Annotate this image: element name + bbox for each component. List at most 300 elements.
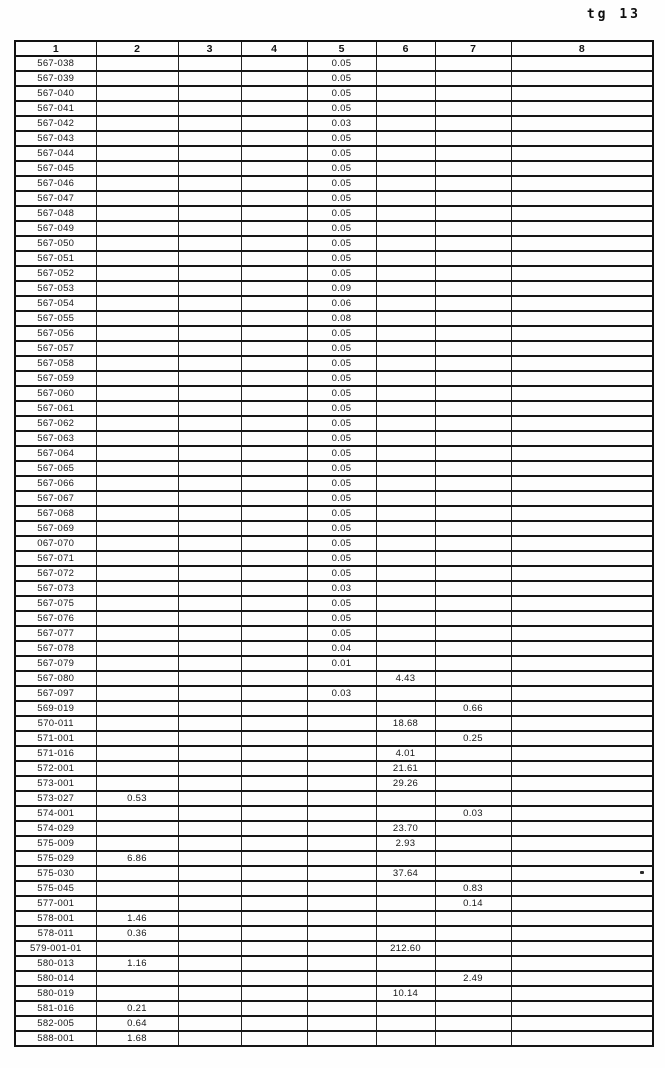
value-cell: [307, 761, 376, 776]
column-header: 5: [307, 41, 376, 56]
value-cell: [96, 881, 178, 896]
value-cell: [376, 731, 435, 746]
table-row: [15, 71, 653, 86]
table-row: [15, 131, 653, 146]
table-row: [15, 161, 653, 176]
row-id-cell: 567-048: [15, 206, 96, 221]
value-cell: [511, 251, 653, 266]
value-cell: [241, 446, 307, 461]
row-id-cell: 572-001: [15, 761, 96, 776]
value-cell: [435, 866, 511, 881]
value-cell: 0.53: [96, 791, 178, 806]
value-cell: [511, 911, 653, 926]
value-cell: [435, 581, 511, 596]
table-row: [15, 896, 653, 911]
value-cell: [241, 266, 307, 281]
value-cell: [96, 776, 178, 791]
value-cell: 6.86: [96, 851, 178, 866]
column-header: 8: [511, 41, 653, 56]
value-cell: [435, 131, 511, 146]
value-cell: [241, 926, 307, 941]
row-id-cell: 567-065: [15, 461, 96, 476]
value-cell: [96, 641, 178, 656]
value-cell: [307, 776, 376, 791]
value-cell: [376, 281, 435, 296]
table-row: [15, 956, 653, 971]
value-cell: [96, 611, 178, 626]
value-cell: [511, 986, 653, 1001]
value-cell: [241, 716, 307, 731]
value-cell: [511, 941, 653, 956]
value-cell: 0.25: [435, 731, 511, 746]
value-cell: [435, 161, 511, 176]
value-cell: [435, 101, 511, 116]
row-id-cell: 582-005: [15, 1016, 96, 1031]
value-cell: [435, 611, 511, 626]
value-cell: [241, 206, 307, 221]
value-cell: 0.05: [307, 176, 376, 191]
value-cell: [435, 836, 511, 851]
value-cell: [376, 266, 435, 281]
value-cell: [241, 776, 307, 791]
table-row: [15, 926, 653, 941]
table-row: [15, 581, 653, 596]
row-id-cell: 571-001: [15, 731, 96, 746]
row-id-cell: 567-058: [15, 356, 96, 371]
value-cell: 18.68: [376, 716, 435, 731]
value-cell: 0.05: [307, 416, 376, 431]
value-cell: [511, 716, 653, 731]
row-id-cell: 567-047: [15, 191, 96, 206]
value-cell: [178, 701, 241, 716]
value-cell: [241, 641, 307, 656]
value-cell: 0.05: [307, 506, 376, 521]
value-cell: [241, 1016, 307, 1031]
value-cell: [241, 956, 307, 971]
value-cell: [241, 566, 307, 581]
value-cell: [376, 536, 435, 551]
value-cell: [376, 881, 435, 896]
value-cell: [96, 116, 178, 131]
value-cell: 0.03: [307, 686, 376, 701]
table-row: [15, 251, 653, 266]
value-cell: [241, 686, 307, 701]
table-row: [15, 311, 653, 326]
value-cell: [376, 641, 435, 656]
table-row: [15, 881, 653, 896]
value-cell: [511, 476, 653, 491]
value-cell: [96, 596, 178, 611]
value-cell: [435, 656, 511, 671]
value-cell: [376, 146, 435, 161]
value-cell: [376, 566, 435, 581]
table-row: [15, 326, 653, 341]
value-cell: [96, 341, 178, 356]
table-row: [15, 356, 653, 371]
value-cell: [241, 986, 307, 1001]
value-cell: [511, 221, 653, 236]
value-cell: [376, 791, 435, 806]
value-cell: [96, 56, 178, 71]
table-row: [15, 86, 653, 101]
value-cell: [511, 191, 653, 206]
value-cell: [96, 656, 178, 671]
value-cell: 0.05: [307, 206, 376, 221]
row-id-cell: 574-001: [15, 806, 96, 821]
row-id-cell: 567-056: [15, 326, 96, 341]
value-cell: [435, 356, 511, 371]
value-cell: 0.05: [307, 221, 376, 236]
value-cell: [96, 896, 178, 911]
value-cell: [376, 1016, 435, 1031]
row-id-cell: 581-016: [15, 1001, 96, 1016]
value-cell: [511, 101, 653, 116]
value-cell: [435, 71, 511, 86]
value-cell: [178, 1001, 241, 1016]
row-id-cell: 575-009: [15, 836, 96, 851]
value-cell: [241, 1031, 307, 1046]
value-cell: [376, 131, 435, 146]
value-cell: 0.14: [435, 896, 511, 911]
row-id-cell: 567-041: [15, 101, 96, 116]
table-row: [15, 731, 653, 746]
value-cell: [511, 206, 653, 221]
value-cell: 0.21: [96, 1001, 178, 1016]
value-cell: [96, 461, 178, 476]
value-cell: [96, 221, 178, 236]
value-cell: [96, 386, 178, 401]
value-cell: [511, 791, 653, 806]
value-cell: [376, 236, 435, 251]
value-cell: [178, 236, 241, 251]
value-cell: [435, 641, 511, 656]
table-row: [15, 416, 653, 431]
table-row: [15, 941, 653, 956]
value-cell: [241, 746, 307, 761]
table-row: [15, 551, 653, 566]
value-cell: [435, 761, 511, 776]
value-cell: [511, 656, 653, 671]
value-cell: [178, 101, 241, 116]
value-cell: [376, 896, 435, 911]
value-cell: [178, 731, 241, 746]
value-cell: [435, 461, 511, 476]
row-id-cell: 567-042: [15, 116, 96, 131]
value-cell: [96, 626, 178, 641]
value-cell: [178, 176, 241, 191]
row-id-cell: 567-050: [15, 236, 96, 251]
row-id-cell: 578-011: [15, 926, 96, 941]
row-id-cell: 580-014: [15, 971, 96, 986]
row-id-cell: 570-011: [15, 716, 96, 731]
value-cell: [435, 491, 511, 506]
value-cell: [511, 1016, 653, 1031]
value-cell: 0.36: [96, 926, 178, 941]
value-cell: [178, 401, 241, 416]
value-cell: [511, 176, 653, 191]
value-cell: [511, 881, 653, 896]
value-cell: [376, 161, 435, 176]
row-id-cell: 567-064: [15, 446, 96, 461]
value-cell: [307, 821, 376, 836]
column-header: 2: [96, 41, 178, 56]
value-cell: [435, 821, 511, 836]
table-row: [15, 611, 653, 626]
value-cell: [376, 326, 435, 341]
value-cell: [435, 251, 511, 266]
value-cell: [376, 461, 435, 476]
table-row: [15, 821, 653, 836]
value-cell: [376, 401, 435, 416]
value-cell: [511, 116, 653, 131]
value-cell: 0.05: [307, 341, 376, 356]
value-cell: [96, 281, 178, 296]
table-row: [15, 221, 653, 236]
value-cell: [96, 176, 178, 191]
value-cell: [178, 1016, 241, 1031]
table-row: [15, 491, 653, 506]
value-cell: [96, 446, 178, 461]
value-cell: [178, 806, 241, 821]
value-cell: 0.01: [307, 656, 376, 671]
value-cell: [435, 956, 511, 971]
value-cell: [376, 386, 435, 401]
table-row: [15, 791, 653, 806]
value-cell: [376, 116, 435, 131]
column-header: 4: [241, 41, 307, 56]
value-cell: [511, 596, 653, 611]
value-cell: [511, 386, 653, 401]
value-cell: [376, 71, 435, 86]
value-cell: [178, 971, 241, 986]
table-row: [15, 1031, 653, 1046]
value-cell: [511, 806, 653, 821]
value-cell: [241, 326, 307, 341]
table-row: [15, 446, 653, 461]
value-cell: [96, 551, 178, 566]
row-id-cell: 567-063: [15, 431, 96, 446]
value-cell: [241, 851, 307, 866]
value-cell: 0.03: [435, 806, 511, 821]
table-row: [15, 671, 653, 686]
value-cell: [178, 431, 241, 446]
value-cell: [178, 311, 241, 326]
value-cell: [511, 956, 653, 971]
value-cell: [376, 1001, 435, 1016]
value-cell: [178, 506, 241, 521]
value-cell: 0.05: [307, 446, 376, 461]
value-cell: 4.01: [376, 746, 435, 761]
value-cell: [435, 221, 511, 236]
value-cell: [376, 581, 435, 596]
value-cell: [178, 596, 241, 611]
value-cell: 0.05: [307, 626, 376, 641]
value-cell: [435, 191, 511, 206]
value-cell: [178, 386, 241, 401]
table-row: [15, 206, 653, 221]
value-cell: [241, 791, 307, 806]
value-cell: [376, 551, 435, 566]
value-cell: [511, 926, 653, 941]
value-cell: [241, 761, 307, 776]
value-cell: [241, 866, 307, 881]
table-row: [15, 656, 653, 671]
value-cell: [241, 401, 307, 416]
value-cell: [435, 551, 511, 566]
value-cell: [241, 356, 307, 371]
value-cell: [511, 686, 653, 701]
table-row: [15, 746, 653, 761]
value-cell: [96, 566, 178, 581]
value-cell: [376, 311, 435, 326]
value-cell: [435, 776, 511, 791]
row-id-cell: 567-076: [15, 611, 96, 626]
value-cell: [435, 596, 511, 611]
value-cell: [96, 71, 178, 86]
value-cell: [96, 161, 178, 176]
value-cell: 0.05: [307, 431, 376, 446]
value-cell: [178, 161, 241, 176]
value-cell: 0.05: [307, 86, 376, 101]
value-cell: [307, 1031, 376, 1046]
value-cell: [178, 941, 241, 956]
row-id-cell: 588-001: [15, 1031, 96, 1046]
value-cell: [435, 206, 511, 221]
value-cell: [241, 371, 307, 386]
value-cell: [376, 521, 435, 536]
value-cell: [241, 131, 307, 146]
row-id-cell: 567-061: [15, 401, 96, 416]
value-cell: [376, 971, 435, 986]
value-cell: [96, 251, 178, 266]
value-cell: [307, 926, 376, 941]
value-cell: [511, 161, 653, 176]
value-cell: [511, 281, 653, 296]
value-cell: [96, 986, 178, 1001]
value-cell: [435, 281, 511, 296]
value-cell: 1.68: [96, 1031, 178, 1046]
value-cell: [435, 236, 511, 251]
value-cell: [435, 401, 511, 416]
value-cell: [178, 956, 241, 971]
value-cell: [178, 716, 241, 731]
value-cell: [178, 281, 241, 296]
row-id-cell: 567-071: [15, 551, 96, 566]
value-cell: [96, 296, 178, 311]
value-cell: [96, 731, 178, 746]
value-cell: [96, 686, 178, 701]
row-id-cell: 567-057: [15, 341, 96, 356]
value-cell: 0.05: [307, 56, 376, 71]
value-cell: [435, 1016, 511, 1031]
value-cell: [241, 176, 307, 191]
value-cell: [511, 341, 653, 356]
value-cell: [511, 506, 653, 521]
value-cell: 0.05: [307, 71, 376, 86]
value-cell: 0.05: [307, 101, 376, 116]
value-cell: [241, 71, 307, 86]
value-cell: [178, 986, 241, 1001]
value-cell: 23.70: [376, 821, 435, 836]
table-row: [15, 761, 653, 776]
value-cell: [241, 296, 307, 311]
value-cell: 0.05: [307, 266, 376, 281]
value-cell: [511, 521, 653, 536]
row-id-cell: 575-029: [15, 851, 96, 866]
value-cell: [178, 821, 241, 836]
value-cell: 0.64: [96, 1016, 178, 1031]
value-cell: [511, 446, 653, 461]
value-cell: [511, 836, 653, 851]
value-cell: [96, 326, 178, 341]
value-cell: 0.05: [307, 476, 376, 491]
value-cell: 0.05: [307, 251, 376, 266]
value-cell: 10.14: [376, 986, 435, 1001]
value-cell: [241, 836, 307, 851]
value-cell: [241, 701, 307, 716]
value-cell: [376, 191, 435, 206]
value-cell: 0.05: [307, 191, 376, 206]
value-cell: [435, 911, 511, 926]
value-cell: [511, 311, 653, 326]
row-id-cell: 567-046: [15, 176, 96, 191]
value-cell: [178, 266, 241, 281]
row-id-cell: 567-066: [15, 476, 96, 491]
value-cell: [178, 926, 241, 941]
value-cell: [376, 596, 435, 611]
value-cell: [241, 911, 307, 926]
value-cell: [307, 971, 376, 986]
row-id-cell: 567-040: [15, 86, 96, 101]
value-cell: [241, 806, 307, 821]
value-cell: [435, 176, 511, 191]
value-cell: [178, 326, 241, 341]
value-cell: [435, 566, 511, 581]
row-id-cell: 567-080: [15, 671, 96, 686]
value-cell: [241, 626, 307, 641]
value-cell: [241, 251, 307, 266]
value-cell: [96, 131, 178, 146]
value-cell: 212.60: [376, 941, 435, 956]
value-cell: [96, 371, 178, 386]
value-cell: [435, 506, 511, 521]
table-row: [15, 701, 653, 716]
value-cell: [376, 911, 435, 926]
value-cell: 0.05: [307, 131, 376, 146]
value-cell: [241, 1001, 307, 1016]
value-cell: [241, 656, 307, 671]
value-cell: [376, 431, 435, 446]
value-cell: [178, 146, 241, 161]
value-cell: [435, 926, 511, 941]
row-id-cell: 567-051: [15, 251, 96, 266]
value-cell: [307, 731, 376, 746]
table-row: [15, 641, 653, 656]
table-row: [15, 506, 653, 521]
row-id-cell: 574-029: [15, 821, 96, 836]
table-row: [15, 596, 653, 611]
value-cell: [435, 416, 511, 431]
value-cell: [435, 326, 511, 341]
value-cell: 0.05: [307, 236, 376, 251]
value-cell: [96, 416, 178, 431]
value-cell: [241, 491, 307, 506]
value-cell: [435, 86, 511, 101]
value-cell: [511, 266, 653, 281]
value-cell: 0.05: [307, 401, 376, 416]
value-cell: [96, 401, 178, 416]
value-cell: 0.05: [307, 326, 376, 341]
